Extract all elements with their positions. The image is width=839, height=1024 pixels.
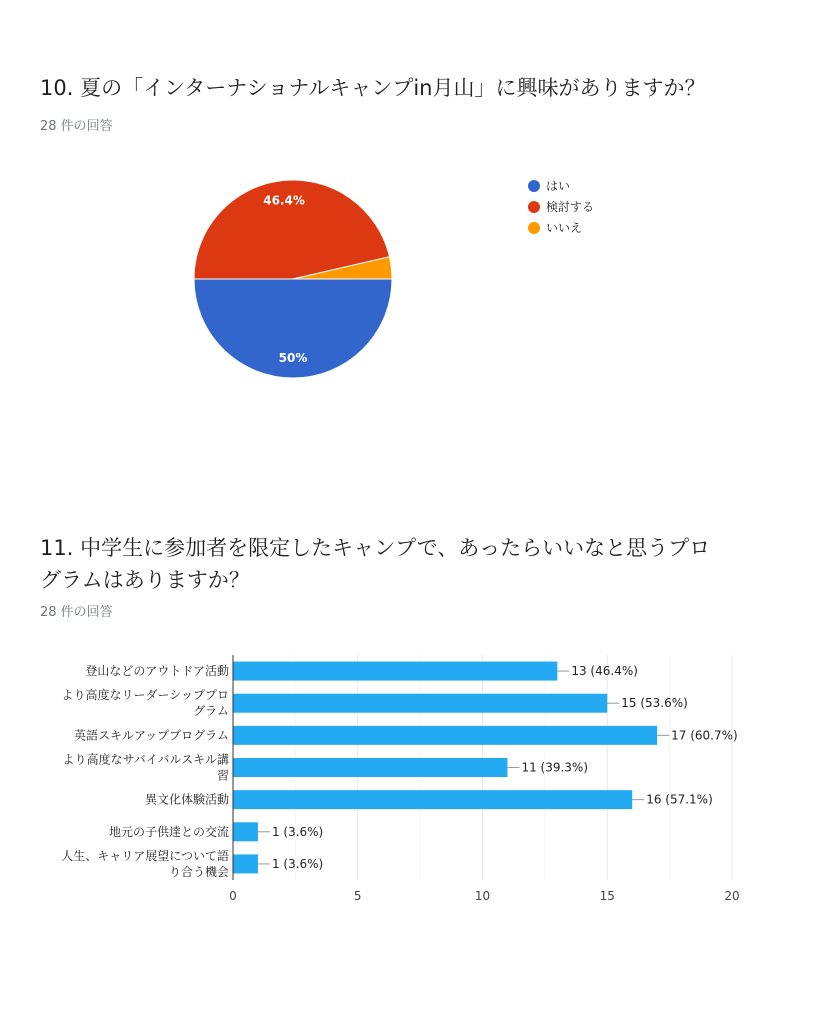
x-tick-label: 0 [229,889,237,903]
legend-swatch [528,222,540,234]
bar-data-label: 1 (3.6%) [271,856,324,871]
category-label: 地元の子供達との交流 [108,824,229,839]
category-label: 人生、キャリア展望について語 [61,848,229,863]
pie-slice-label: 50% [278,351,308,366]
category-label: 習 [216,768,229,783]
bar [233,694,607,713]
bar-data-label: 11 (39.3%) [521,760,589,775]
category-label: より高度なサバイバルスキル講 [62,752,229,767]
bar [233,758,507,777]
legend-swatch [528,201,540,213]
bar-data-label: 13 (46.4%) [571,664,638,679]
legend-swatch [528,180,540,192]
pie-chart [0,140,839,420]
bar-data-label: 15 (53.6%) [621,696,688,711]
legend-label: はい [546,179,571,193]
category-label: 英語スキルアッププログラム [74,728,229,743]
category-label: 異文化体験活動 [144,792,229,807]
bar [233,854,258,873]
question-11-title-line-2: グラムはありますか？ [40,568,250,592]
bar [233,822,258,841]
category-label: り合う機会 [168,864,229,879]
bar-data-label: 16 (57.1%) [646,792,713,807]
x-tick-label: 10 [474,889,491,903]
category-label: 登山などのアウトドア活動 [85,664,229,679]
bar [233,790,632,809]
pie-slice-label: 46.4% [263,193,305,208]
question-11-title-line-1: 11. 中学生に参加者を限定したキャンプで、あったらいいなと思うプロ [40,536,711,560]
x-tick-label: 15 [599,889,615,903]
x-tick-label: 5 [353,889,362,903]
question-11-response-count: 28 件の回答 [40,605,113,620]
bar [233,662,557,681]
bar [233,726,657,745]
bar-chart [0,640,839,920]
question-11-title [40,532,710,596]
legend-label: いいえ [546,221,583,235]
question-10-title: 10. 夏の「インターナショナルキャンプin月山」に興味がありますか？ [40,76,706,100]
bar-data-label: 1 (3.6%) [271,824,324,839]
bar-data-label: 17 (60.7%) [671,728,738,743]
category-label: グラム [193,704,229,719]
category-label: より高度なリーダーシッププロ [61,688,229,703]
x-tick-label: 20 [724,889,740,903]
question-10-response-count: 28 件の回答 [40,119,113,134]
legend-label: 検討する [546,200,595,214]
